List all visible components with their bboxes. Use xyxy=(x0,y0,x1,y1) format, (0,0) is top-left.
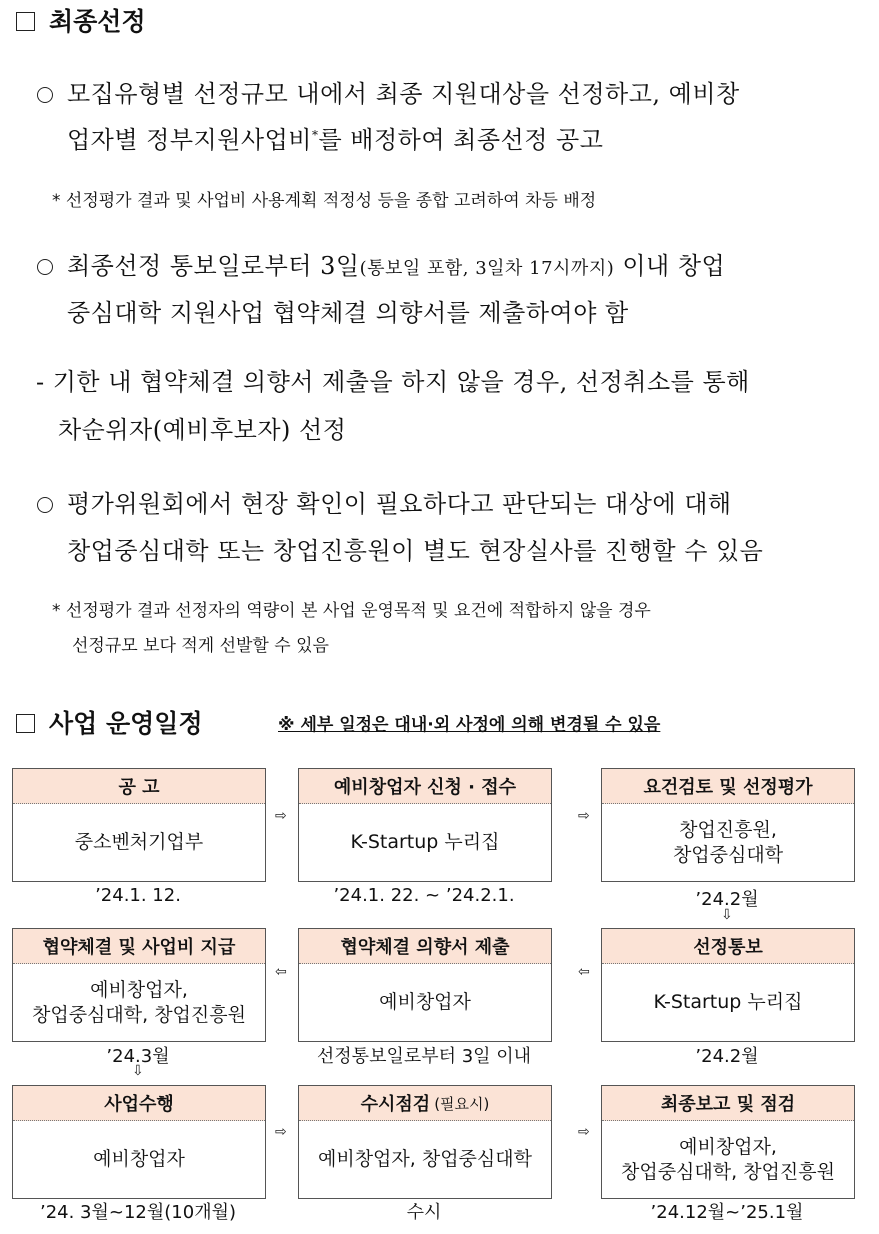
card-header-text: 선정통보 xyxy=(693,937,763,958)
arrow-down-icon: ⇩ xyxy=(132,1063,144,1079)
p2-line1-b: (통보일 포함, 3일차 17시까지) xyxy=(359,258,615,279)
arrow-right-icon: ⇨ xyxy=(275,1124,287,1140)
schedule-card xyxy=(12,928,266,1042)
card-header-text: 수시점검 xyxy=(360,1094,431,1115)
card-header-text: 공 고 xyxy=(118,777,160,798)
schedule-card xyxy=(601,768,855,882)
card-header xyxy=(602,929,854,964)
card-body xyxy=(13,804,265,881)
arrow-right-icon: ⇨ xyxy=(578,1124,590,1140)
paragraph-1-line-1: 모집유형별 선정규모 내에서 최종 지원대상을 선정하고, 예비창 xyxy=(67,80,740,108)
schedule-card xyxy=(12,768,266,882)
card-body-line: 예비창업자, xyxy=(679,1135,777,1158)
card-header-sub: (필요시) xyxy=(434,1094,490,1113)
dash-item-line-2: 차순위자(예비후보자) 선정 xyxy=(58,416,347,444)
schedule-card xyxy=(601,928,855,1042)
section-title-final-selection xyxy=(16,2,146,38)
schedule-card xyxy=(298,1085,552,1199)
card-header xyxy=(602,769,854,804)
card-header xyxy=(13,769,265,804)
schedule-card xyxy=(298,928,552,1042)
card-body-line: 중소벤처기업부 xyxy=(74,831,204,853)
checkbox-square-icon xyxy=(16,714,35,733)
card-header xyxy=(13,929,265,964)
card-date: ’24.3월 xyxy=(106,1046,170,1067)
arrow-down-icon: ⇩ xyxy=(721,907,733,923)
paragraph-2-line-1 xyxy=(67,246,725,281)
card-header xyxy=(602,1086,854,1121)
section-title-schedule xyxy=(16,704,203,740)
footnote-star: * xyxy=(311,128,319,142)
card-date: ’24.2월 xyxy=(695,1046,759,1067)
card-body-line: K-Startup 누리집 xyxy=(653,991,803,1013)
card-body xyxy=(299,1121,551,1198)
card-date: ’24.1. 12. xyxy=(95,885,181,906)
card-header xyxy=(299,1086,551,1121)
schedule-card xyxy=(298,768,552,882)
circle-bullet-icon xyxy=(37,87,53,103)
note-2-line-2: 선정규모 보다 적게 선발할 수 있음 xyxy=(72,636,329,656)
card-header-text: 요건검토 및 선정평가 xyxy=(643,777,813,798)
card-date: 수시 xyxy=(406,1202,442,1223)
card-body xyxy=(602,964,854,1041)
schedule-notice: ※ 세부 일정은 대내·외 사정에 의해 변경될 수 있음 xyxy=(278,715,661,735)
card-body xyxy=(299,804,551,881)
arrow-right-icon: ⇨ xyxy=(578,808,590,824)
card-body xyxy=(13,964,265,1041)
arrow-left-icon: ⇦ xyxy=(578,964,590,980)
card-body-line: 예비창업자, xyxy=(90,978,188,1001)
card-header-text: 사업수행 xyxy=(104,1094,174,1115)
p1-line2-a: 업자별 정부지원사업비 xyxy=(67,126,312,154)
card-header xyxy=(299,929,551,964)
schedule-card xyxy=(12,1085,266,1199)
card-header-text: 예비창업자 신청 · 접수 xyxy=(333,777,517,798)
p2-line1-c: 이내 창업 xyxy=(614,252,726,280)
arrow-left-icon: ⇦ xyxy=(275,964,287,980)
card-body-line: 예비창업자 xyxy=(379,991,471,1013)
section-title-text: 최종선정 xyxy=(49,7,146,36)
card-body-line: 예비창업자, 창업중심대학 xyxy=(318,1148,532,1170)
paragraph-2-line-2: 중심대학 지원사업 협약체결 의향서를 제출하여야 함 xyxy=(67,299,629,327)
schedule-card xyxy=(601,1085,855,1199)
card-header xyxy=(13,1086,265,1121)
card-header-text: 최종보고 및 점검 xyxy=(660,1094,796,1115)
card-header-text: 협약체결 의향서 제출 xyxy=(340,937,510,958)
card-body xyxy=(602,1121,854,1198)
card-body xyxy=(13,1121,265,1198)
card-date: ’24. 3월~12월(10개월) xyxy=(39,1202,236,1223)
paragraph-3-line-2: 창업중심대학 또는 창업진흥원이 별도 현장실사를 진행할 수 있음 xyxy=(67,537,764,565)
card-body-line: 예비창업자 xyxy=(93,1148,185,1170)
card-header-text: 협약체결 및 사업비 지급 xyxy=(42,937,236,958)
note-2-line-1: * 선정평가 결과 선정자의 역량이 본 사업 운영목적 및 요건에 적합하지 않을 경우 xyxy=(52,601,651,621)
checkbox-square-icon xyxy=(16,12,35,31)
circle-bullet-icon xyxy=(37,259,53,275)
circle-bullet-icon xyxy=(37,497,53,513)
card-body-line: 창업진흥원, xyxy=(679,818,777,841)
card-body-line: K-Startup 누리집 xyxy=(350,831,500,853)
dash-item-line-1: - 기한 내 협약체결 의향서 제출을 하지 않을 경우, 선정취소를 통해 xyxy=(36,368,750,396)
paragraph-1-line-2 xyxy=(67,120,603,155)
card-date: ’24.2월 xyxy=(695,889,759,910)
card-date: 선정통보일로부터 3일 이내 xyxy=(316,1046,532,1067)
card-body xyxy=(299,964,551,1041)
card-header xyxy=(299,769,551,804)
card-date: ’24.1. 22. ~ ’24.2.1. xyxy=(333,885,515,906)
card-body-line: 창업중심대학 xyxy=(672,843,784,866)
paragraph-3-line-1: 평가위원회에서 현장 확인이 필요하다고 판단되는 대상에 대해 xyxy=(67,490,732,518)
section-title-text: 사업 운영일정 xyxy=(49,709,203,738)
p1-line2-b: 를 배정하여 최종선정 공고 xyxy=(318,126,604,154)
card-body-line: 창업중심대학, 창업진흥원 xyxy=(32,1003,246,1026)
card-body-line: 창업중심대학, 창업진흥원 xyxy=(621,1160,835,1183)
p2-line1-a: 최종선정 통보일로부터 3일 xyxy=(67,252,360,280)
card-date: ’24.12월~’25.1월 xyxy=(650,1202,804,1223)
arrow-right-icon: ⇨ xyxy=(275,808,287,824)
note-1: * 선정평가 결과 및 사업비 사용계획 적정성 등을 종합 고려하여 차등 배정 xyxy=(52,191,597,211)
card-body xyxy=(602,804,854,881)
